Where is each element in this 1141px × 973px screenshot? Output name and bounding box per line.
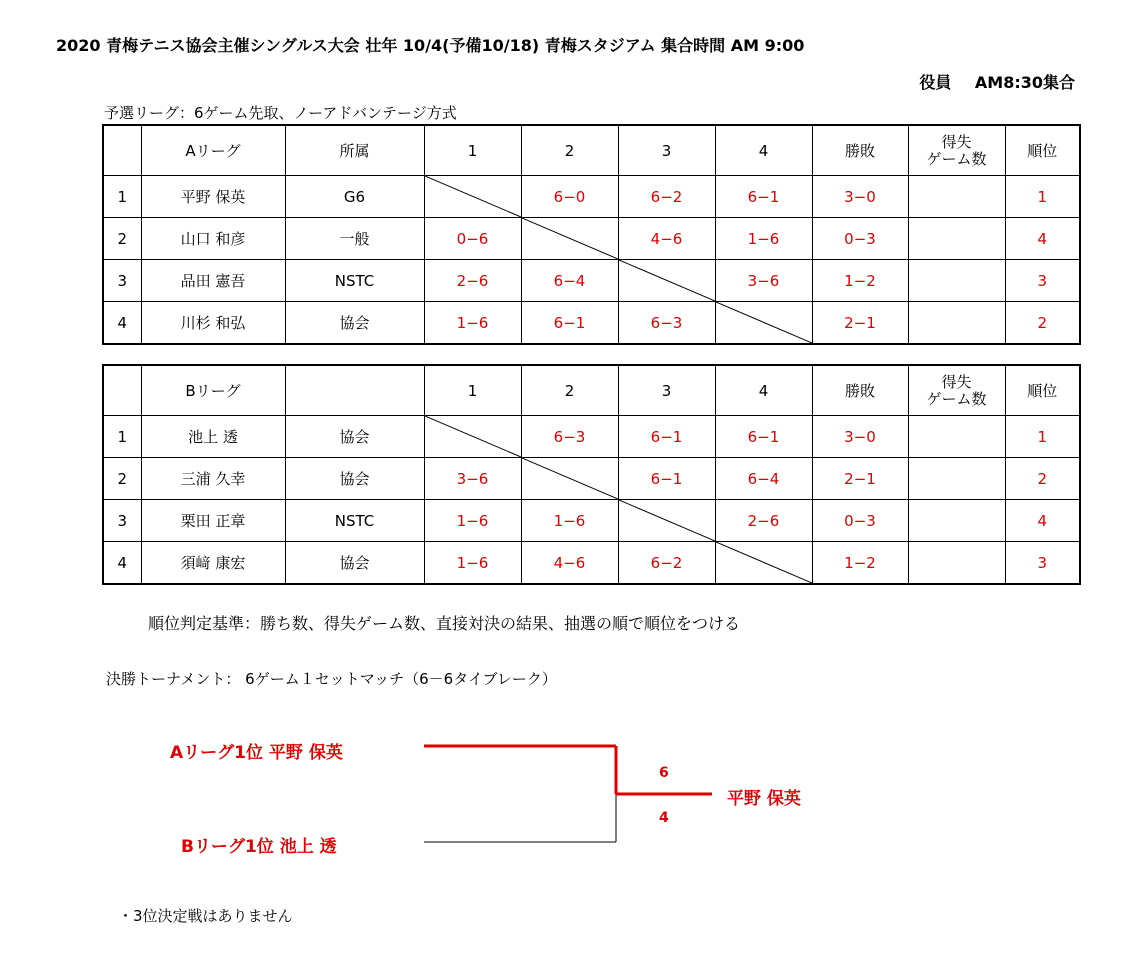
game-difference — [908, 176, 1005, 218]
self-match-cell — [715, 542, 812, 585]
match-score: 2−6 — [715, 500, 812, 542]
player-club: NSTC — [285, 260, 424, 302]
match-score: 1−6 — [424, 302, 521, 345]
win-loss-record: 3−0 — [812, 176, 908, 218]
prelim-rules-note: 予選リーグ：6ゲーム先取、ノーアドバンテージ方式 — [104, 104, 457, 122]
row-number: 1 — [103, 416, 141, 458]
self-match-cell — [715, 302, 812, 345]
match-score: 6−1 — [715, 176, 812, 218]
win-loss-record: 0−3 — [812, 218, 908, 260]
row-number: 4 — [103, 302, 141, 345]
self-match-cell — [424, 176, 521, 218]
final-rank: 3 — [1005, 542, 1080, 585]
game-difference — [908, 542, 1005, 585]
win-loss-record: 1−2 — [812, 542, 908, 585]
match-score: 6−0 — [521, 176, 618, 218]
opp-1-header: 1 — [424, 125, 521, 176]
rank-header: 順位 — [1005, 365, 1080, 416]
match-score: 6−1 — [715, 416, 812, 458]
opp-3-header: 3 — [618, 125, 715, 176]
game-difference — [908, 260, 1005, 302]
league-a-table — [102, 124, 1081, 345]
table-row — [103, 218, 1080, 260]
opp-3-header: 3 — [618, 365, 715, 416]
game-diff-header: 得失 ゲーム数 — [908, 365, 1005, 416]
table-row — [103, 176, 1080, 218]
league-a-winner-label: Aリーグ1位 平野 保英 — [170, 743, 343, 763]
match-score: 1−6 — [424, 500, 521, 542]
opp-4-header: 4 — [715, 365, 812, 416]
record-header: 勝敗 — [812, 125, 908, 176]
win-loss-record: 1−2 — [812, 260, 908, 302]
game-diff-header: 得失 ゲーム数 — [908, 125, 1005, 176]
diagonal-line — [716, 542, 812, 583]
diagonal-line — [619, 260, 715, 301]
diagonal-line — [619, 500, 715, 541]
table-row — [103, 458, 1080, 500]
row-number: 2 — [103, 458, 141, 500]
final-rank: 4 — [1005, 500, 1080, 542]
self-match-cell — [424, 416, 521, 458]
final-rank: 1 — [1005, 416, 1080, 458]
match-score: 3−6 — [424, 458, 521, 500]
row-number: 3 — [103, 500, 141, 542]
player-name: 池上 透 — [141, 416, 285, 458]
player-club: 協会 — [285, 302, 424, 345]
win-loss-record: 3−0 — [812, 416, 908, 458]
match-score: 4−6 — [618, 218, 715, 260]
player-club: 協会 — [285, 416, 424, 458]
game-difference — [908, 500, 1005, 542]
match-score: 1−6 — [521, 500, 618, 542]
diagonal-line — [716, 302, 812, 343]
match-score: 6−1 — [521, 302, 618, 345]
player-club: G6 — [285, 176, 424, 218]
table-row — [103, 500, 1080, 542]
opp-1-header: 1 — [424, 365, 521, 416]
diagonal-line — [425, 416, 521, 457]
self-match-cell — [521, 218, 618, 260]
record-header: 勝敗 — [812, 365, 908, 416]
match-score: 6−4 — [715, 458, 812, 500]
club-header: 所属 — [285, 125, 424, 176]
final-score-top: 6 — [659, 765, 669, 781]
officials-gathering-time: 役員 AM8:30集合 — [919, 73, 1075, 92]
league-b-winner-label: Bリーグ1位 池上 透 — [181, 837, 337, 857]
player-name: 品田 憲吾 — [141, 260, 285, 302]
no-header — [103, 125, 141, 176]
player-name: 山口 和彦 — [141, 218, 285, 260]
player-club: NSTC — [285, 500, 424, 542]
row-number: 4 — [103, 542, 141, 585]
no-header — [103, 365, 141, 416]
table-row — [103, 260, 1080, 302]
match-score: 6−4 — [521, 260, 618, 302]
diagonal-line — [522, 458, 618, 499]
player-name: 三浦 久幸 — [141, 458, 285, 500]
page-title: 2020 青梅テニス協会主催シングルス大会 壮年 10/4(予備10/18) 青梅スタジアム 集合時間 AM 9:00 — [56, 36, 805, 55]
opp-4-header: 4 — [715, 125, 812, 176]
player-name: 須﨑 康宏 — [141, 542, 285, 585]
league-name-header: Aリーグ — [141, 125, 285, 176]
player-name: 栗田 正章 — [141, 500, 285, 542]
final-rank: 4 — [1005, 218, 1080, 260]
club-header — [285, 365, 424, 416]
final-rank: 2 — [1005, 458, 1080, 500]
final-rank: 1 — [1005, 176, 1080, 218]
self-match-cell — [521, 458, 618, 500]
table-row — [103, 416, 1080, 458]
diagonal-line — [522, 218, 618, 259]
match-score: 3−6 — [715, 260, 812, 302]
game-difference — [908, 218, 1005, 260]
ranking-criteria-note: 順位判定基準：勝ち数、得失ゲーム数、直接対決の結果、抽選の順で順位をつける — [148, 614, 741, 633]
game-difference — [908, 416, 1005, 458]
rank-header: 順位 — [1005, 125, 1080, 176]
match-score: 6−2 — [618, 176, 715, 218]
win-loss-record: 0−3 — [812, 500, 908, 542]
match-score: 4−6 — [521, 542, 618, 585]
game-difference — [908, 458, 1005, 500]
row-number: 2 — [103, 218, 141, 260]
opp-2-header: 2 — [521, 365, 618, 416]
player-club: 協会 — [285, 542, 424, 585]
final-rank: 2 — [1005, 302, 1080, 345]
league-b-table — [102, 364, 1081, 585]
third-place-note: ・3位決定戦はありません — [118, 907, 293, 925]
match-score: 6−1 — [618, 416, 715, 458]
game-difference — [908, 302, 1005, 345]
match-score: 6−2 — [618, 542, 715, 585]
win-loss-record: 2−1 — [812, 302, 908, 345]
match-score: 6−3 — [521, 416, 618, 458]
table-row — [103, 302, 1080, 345]
win-loss-record: 2−1 — [812, 458, 908, 500]
row-number: 1 — [103, 176, 141, 218]
table-row — [103, 542, 1080, 585]
champion-label: 平野 保英 — [727, 789, 801, 809]
match-score: 1−6 — [424, 542, 521, 585]
match-score: 2−6 — [424, 260, 521, 302]
row-number: 3 — [103, 260, 141, 302]
league-name-header: Bリーグ — [141, 365, 285, 416]
final-rank: 3 — [1005, 260, 1080, 302]
self-match-cell — [618, 260, 715, 302]
match-score: 0−6 — [424, 218, 521, 260]
player-club: 協会 — [285, 458, 424, 500]
match-score: 1−6 — [715, 218, 812, 260]
player-name: 川杉 和弘 — [141, 302, 285, 345]
player-name: 平野 保英 — [141, 176, 285, 218]
final-tournament-note: 決勝トーナメント： 6ゲーム１セットマッチ（6－6タイブレーク） — [106, 670, 557, 688]
match-score: 6−3 — [618, 302, 715, 345]
match-score: 6−1 — [618, 458, 715, 500]
player-club: 一般 — [285, 218, 424, 260]
diagonal-line — [425, 176, 521, 217]
final-score-bottom: 4 — [659, 810, 669, 826]
self-match-cell — [618, 500, 715, 542]
opp-2-header: 2 — [521, 125, 618, 176]
